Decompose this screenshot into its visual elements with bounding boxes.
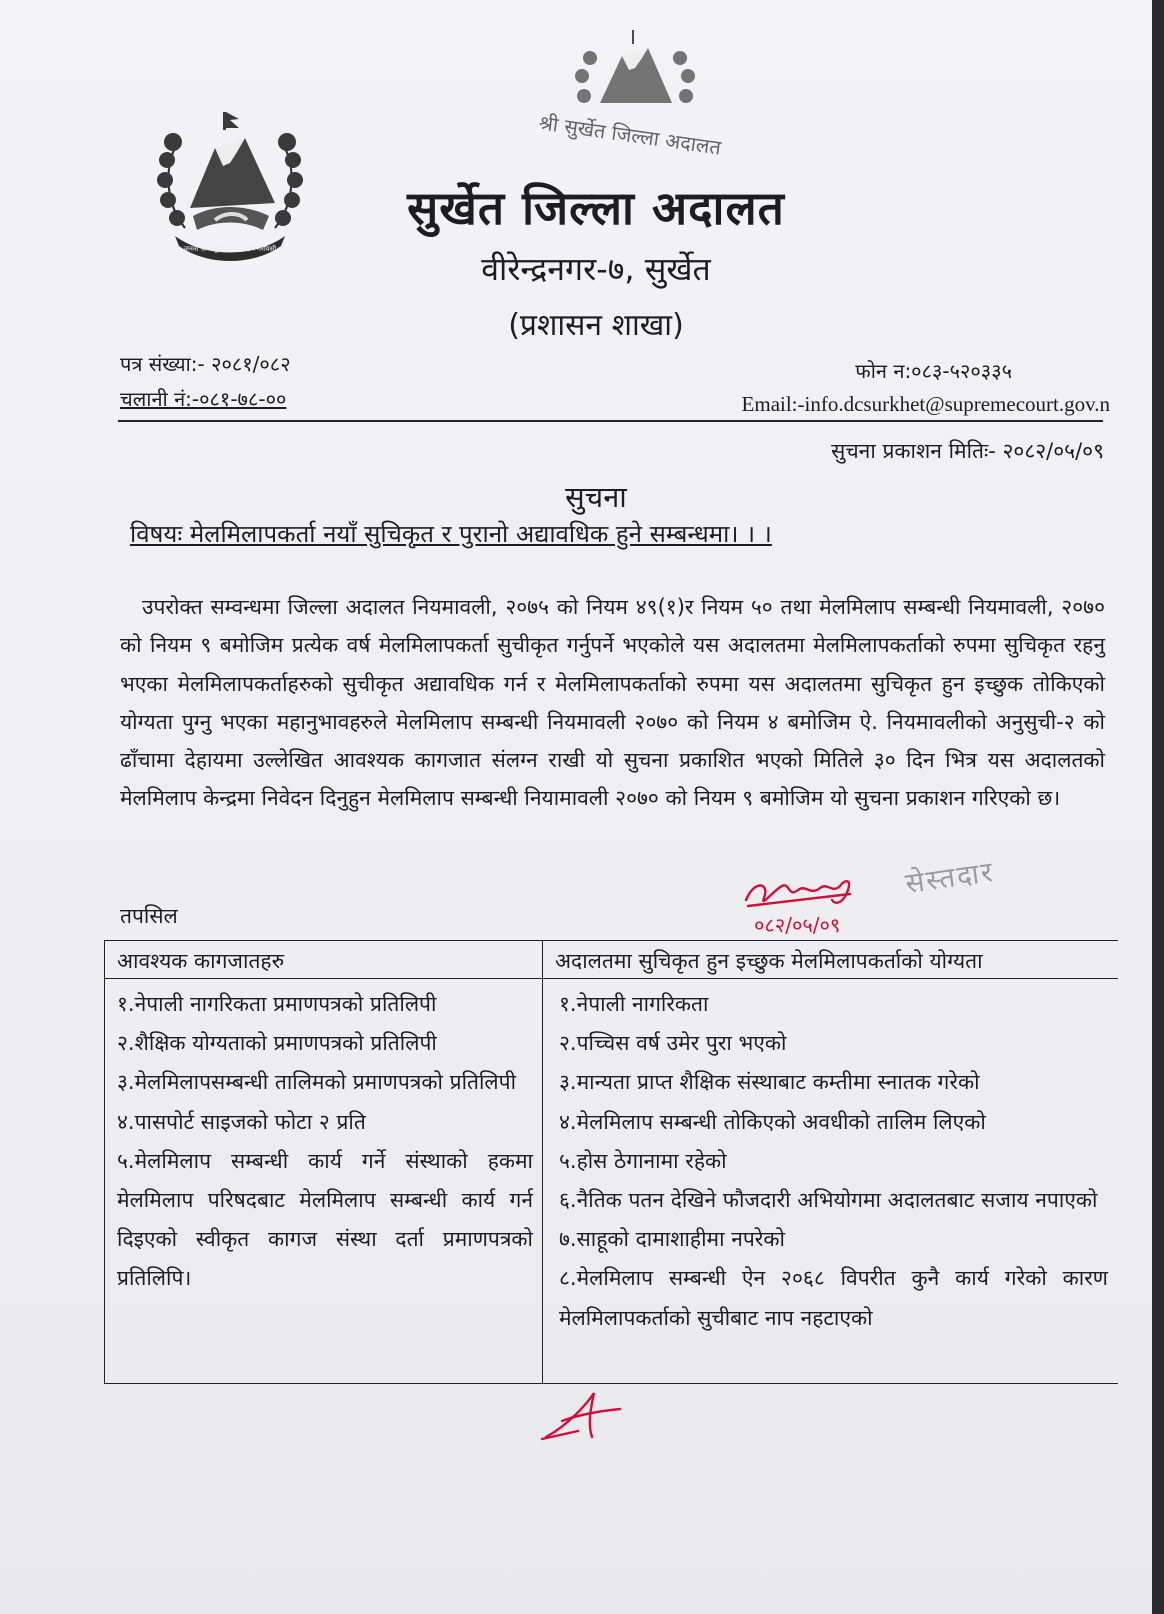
notice-body: उपरोक्त सम्वन्धमा जिल्ला अदालत नियमावली, २०७५ को नियम ४९(१)र नियम ५० तथा मेलमिलाप सम्बन्धी नियमावली, २०७० को नियम ९ बमोजिम प्रत्येक वर्ष मेलमिलापकर्ता सुचीकृत गर्नुपर्ने भएकोले यस अदालतमा मेलमिलापकर्ताको रुपमा सुचिकृत रहनु भएका मेलमिलापकर्ताहरुको सुचीकृत अद्यावधिक गर्न र मेलमिलापकर्ताको रुपमा यस अदालतमा सुचिकृत हुन इच्छुक तोकिएको योग्यता पुग्नु भएका महानुभावहरुले मेलमिलाप सम्बन्धी नियमावली २०७० को नियम ४ बमोजिम ऐ. नियमावलीको अनुसुची-२ को ढाँचामा देहायमा उल्लेखित आवश्यक कागजात संलग्न राखी यो सुचना प्रकाशित भएको मितिले ३० दिन भित्र यस अदालतको मेलमिलाप केन्द्रमा निवेदन दिनुहुन मेलमिलाप सम्बन्धी नियामावली २०७० को नियम ९ बमोजिम यो सुचना प्रकाशन गरिएको छ। (120, 595, 1105, 811)
notice-subject: विषयः मेलमिलापकर्ता नयाँ सुचिकृत र पुरानो अद्यावधिक हुने सम्बन्धमा। । । (130, 520, 772, 548)
details-label: तपसिल (120, 904, 178, 928)
requirements-table (104, 940, 1118, 1384)
court-seal-text: श्री सुर्खेत जिल्ला अदालत (537, 110, 723, 160)
qualification-item: ५.होस ठेगानामा रहेको (559, 1148, 727, 1173)
qualification-item: ७.साहूको दामाशाहीमा नपरेको (559, 1227, 785, 1252)
documents-list (105, 979, 543, 1299)
qualification-item: १.नेपाली नागरिकता (559, 992, 709, 1016)
email-address: Email:-info.dcsurkhet@supremecourt.gov.n (741, 392, 1110, 416)
qualification-item: ६.नैतिक पतन देखिने फौजदारी अभियोगमा अदालतबाट सजाय नपाएको (559, 1188, 1098, 1213)
document-item: ५.मेलमिलाप सम्बन्धी कार्य गर्ने संस्थाको हकमा मेलमिलाप परिषदबाट मेलमिलाप सम्बन्धी कार्य गर्न दिइएको स्वीकृत कागज संस्था दर्ता प्रमाणपत्रको प्रतिलिपि। (117, 1148, 533, 1291)
qualifications-list (543, 979, 1118, 1338)
qualification-item: ३.मान्यता प्राप्त शैक्षिक संस्थाबाट कम्तीमा स्नातक गरेको (559, 1070, 980, 1095)
qualifications-column (542, 941, 1118, 1383)
qualifications-column-header: अदालतमा सुचिकृत हुन इच्छुक मेलमिलापकर्ताको योग्यता (543, 941, 1118, 979)
reference-number: पत्र संख्या:- २०८१/०८२ (120, 352, 291, 376)
dispatch-number: चलानी नं:-०८१-७८-०० (120, 387, 287, 411)
court-address: वीरेन्द्रनगर-७, सुर्खेत (481, 250, 711, 288)
branch-name: (प्रशासन शाखा) (508, 308, 684, 343)
qualification-item: २.पच्चिस वर्ष उमेर पुरा भएको (559, 1031, 787, 1056)
qualification-item: ४.मेलमिलाप सम्बन्धी तोकिएको अवधीको तालिम लिएको (559, 1109, 986, 1134)
document-item: २.शैक्षिक योग्यताको प्रमाणपत्रको प्रतिलिपी (117, 1031, 437, 1056)
header-divider (118, 420, 1103, 422)
document-item: १.नेपाली नागरिकता प्रमाणपत्रको प्रतिलिपी (117, 992, 437, 1016)
document-item: ३.मेलमिलापसम्बन्धी तालिमको प्रमाणपत्रको प्रतिलिपी (117, 1070, 517, 1095)
signature-mark (740, 860, 920, 940)
scan-edge (1152, 0, 1164, 1614)
documents-column-header: आवश्यक कागजातहरु (105, 941, 543, 979)
court-title: सुर्खेत जिल्ला अदालत (407, 181, 785, 235)
signature-date: ०८२/०५/०९ (754, 913, 841, 937)
initial-mark (538, 1385, 628, 1445)
publish-date: सुचना प्रकाशन मितिः- २०८२/०५/०९ (831, 439, 1104, 463)
court-seal-stamp (530, 100, 730, 170)
documents-column (104, 941, 543, 1383)
emblem-motto: जननी जन्मभूमिश्च स्वर्गादपि गरीयसी (183, 245, 277, 253)
qualification-item: ८.मेलमिलाप सम्बन्धी ऐन २०६८ विपरीत कुनै कार्य गरेको कारण मेलमिलापकर्ताको सुचीबाट नाप नहटाएको (559, 1266, 1108, 1330)
clerk-stamp: सेस्तदार (903, 854, 997, 901)
notice-heading: सुचना (565, 480, 627, 514)
document-item: ४.पासपोर्ट साइजको फोटा २ प्रति (117, 1109, 366, 1134)
phone-number: फोन न:०८३-५२०३३५ (855, 359, 1012, 383)
